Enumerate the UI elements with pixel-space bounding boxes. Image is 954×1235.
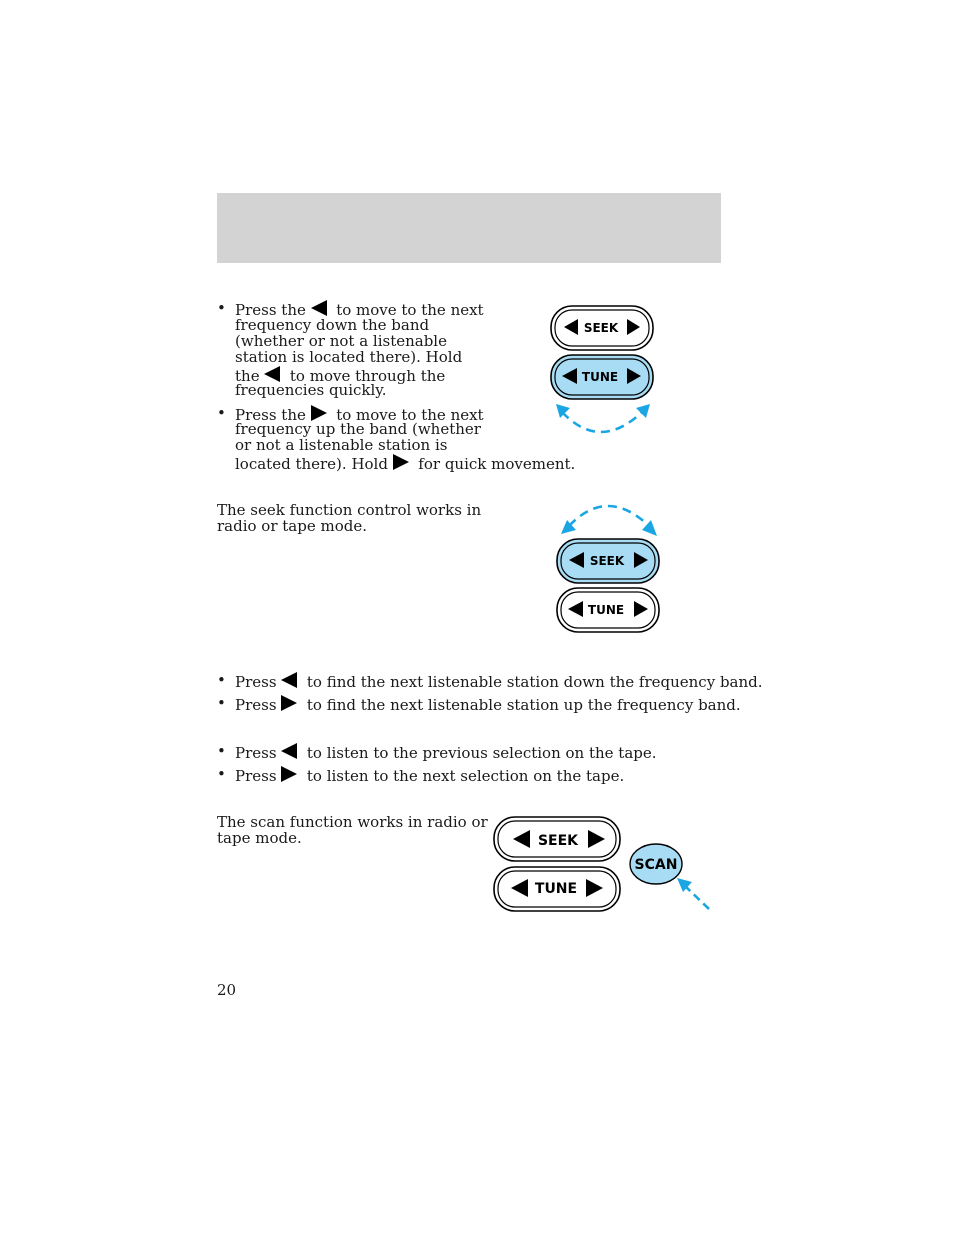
text-fragment: Press the xyxy=(235,301,306,319)
left-arrow-icon xyxy=(281,743,297,759)
bullet-dot: • xyxy=(217,404,226,422)
text-fragment: the xyxy=(235,367,260,385)
seek-button xyxy=(494,817,620,861)
tune-down-text-line-6: frequencies quickly. xyxy=(235,381,387,399)
tune-down-text-line-2: frequency down the band xyxy=(235,316,430,334)
tune-up-text-line-2: frequency up the band (whether xyxy=(235,420,481,438)
scan-control-figure xyxy=(485,810,725,920)
seek-intro-line-2: radio or tape mode. xyxy=(217,517,367,535)
page-number: 20 xyxy=(217,981,237,999)
text-fragment: Press xyxy=(235,767,277,785)
bullet-dot: • xyxy=(217,671,226,689)
left-arrow-icon xyxy=(281,672,297,688)
tune-button xyxy=(557,588,659,632)
text-fragment: to listen to the next selection on the tape. xyxy=(306,767,625,785)
right-arrow-icon xyxy=(311,405,327,421)
bullet-dot: • xyxy=(217,299,226,317)
seek-button-highlighted xyxy=(557,539,659,583)
dashed-arrow-icon xyxy=(677,878,709,909)
seek-control-figure xyxy=(545,498,675,638)
tune-up-text-line-4 xyxy=(235,454,575,472)
tune-button xyxy=(494,867,620,911)
tune-label: TUNE xyxy=(534,881,578,897)
tune-up-text-line-3: or not a listenable station is xyxy=(235,436,448,454)
scan-button-highlighted xyxy=(630,844,682,884)
text-fragment: Press xyxy=(235,696,277,714)
right-arrow-icon xyxy=(281,695,297,711)
scan-label: SCAN xyxy=(634,857,678,873)
tune-label: TUNE xyxy=(581,370,619,384)
bullet-dot: • xyxy=(217,694,226,712)
curved-dashed-arrow-icon xyxy=(561,506,657,536)
seek-button xyxy=(551,306,653,350)
text-fragment: to move to the next xyxy=(336,301,484,319)
left-arrow-icon xyxy=(264,366,280,382)
text-fragment: to listen to the previous selection on the tape. xyxy=(306,744,657,762)
text-fragment: to move to the next xyxy=(336,406,484,424)
right-arrow-icon xyxy=(393,454,409,470)
tape-seek-next-text xyxy=(235,766,624,784)
seek-label: SEEK xyxy=(537,833,579,849)
text-fragment: Press xyxy=(235,673,277,691)
bullet-dot: • xyxy=(217,742,226,760)
tune-control-figure xyxy=(540,300,670,445)
seek-label: SEEK xyxy=(583,321,619,335)
seek-intro-line-1: The seek function control works in xyxy=(217,501,482,519)
scan-intro-line-2: tape mode. xyxy=(217,829,302,847)
radio-seek-up-text xyxy=(235,695,741,713)
text-fragment: Press xyxy=(235,744,277,762)
radio-seek-down-text xyxy=(235,672,763,690)
text-fragment: to find the next listenable station up the frequency band. xyxy=(306,696,741,714)
seek-label: SEEK xyxy=(589,554,625,568)
tune-button-highlighted xyxy=(551,355,653,399)
scan-intro-line-1: The scan function works in radio or xyxy=(217,813,488,831)
text-fragment: for quick movement. xyxy=(418,455,576,473)
curved-dashed-arrow-icon xyxy=(556,404,650,432)
tune-down-text-line-4: station is located there). Hold xyxy=(235,348,463,366)
tape-seek-previous-text xyxy=(235,743,657,761)
tune-label: TUNE xyxy=(587,603,625,617)
right-arrow-icon xyxy=(281,766,297,782)
text-fragment: to move through the xyxy=(289,367,446,385)
text-fragment: Press the xyxy=(235,406,306,424)
header-band xyxy=(217,193,721,263)
text-fragment: to find the next listenable station down the frequency band. xyxy=(306,673,763,691)
bullet-dot: • xyxy=(217,765,226,783)
left-arrow-icon xyxy=(311,300,327,316)
text-fragment: located there). Hold xyxy=(235,455,388,473)
tune-down-text-line-3: (whether or not a listenable xyxy=(235,332,447,350)
